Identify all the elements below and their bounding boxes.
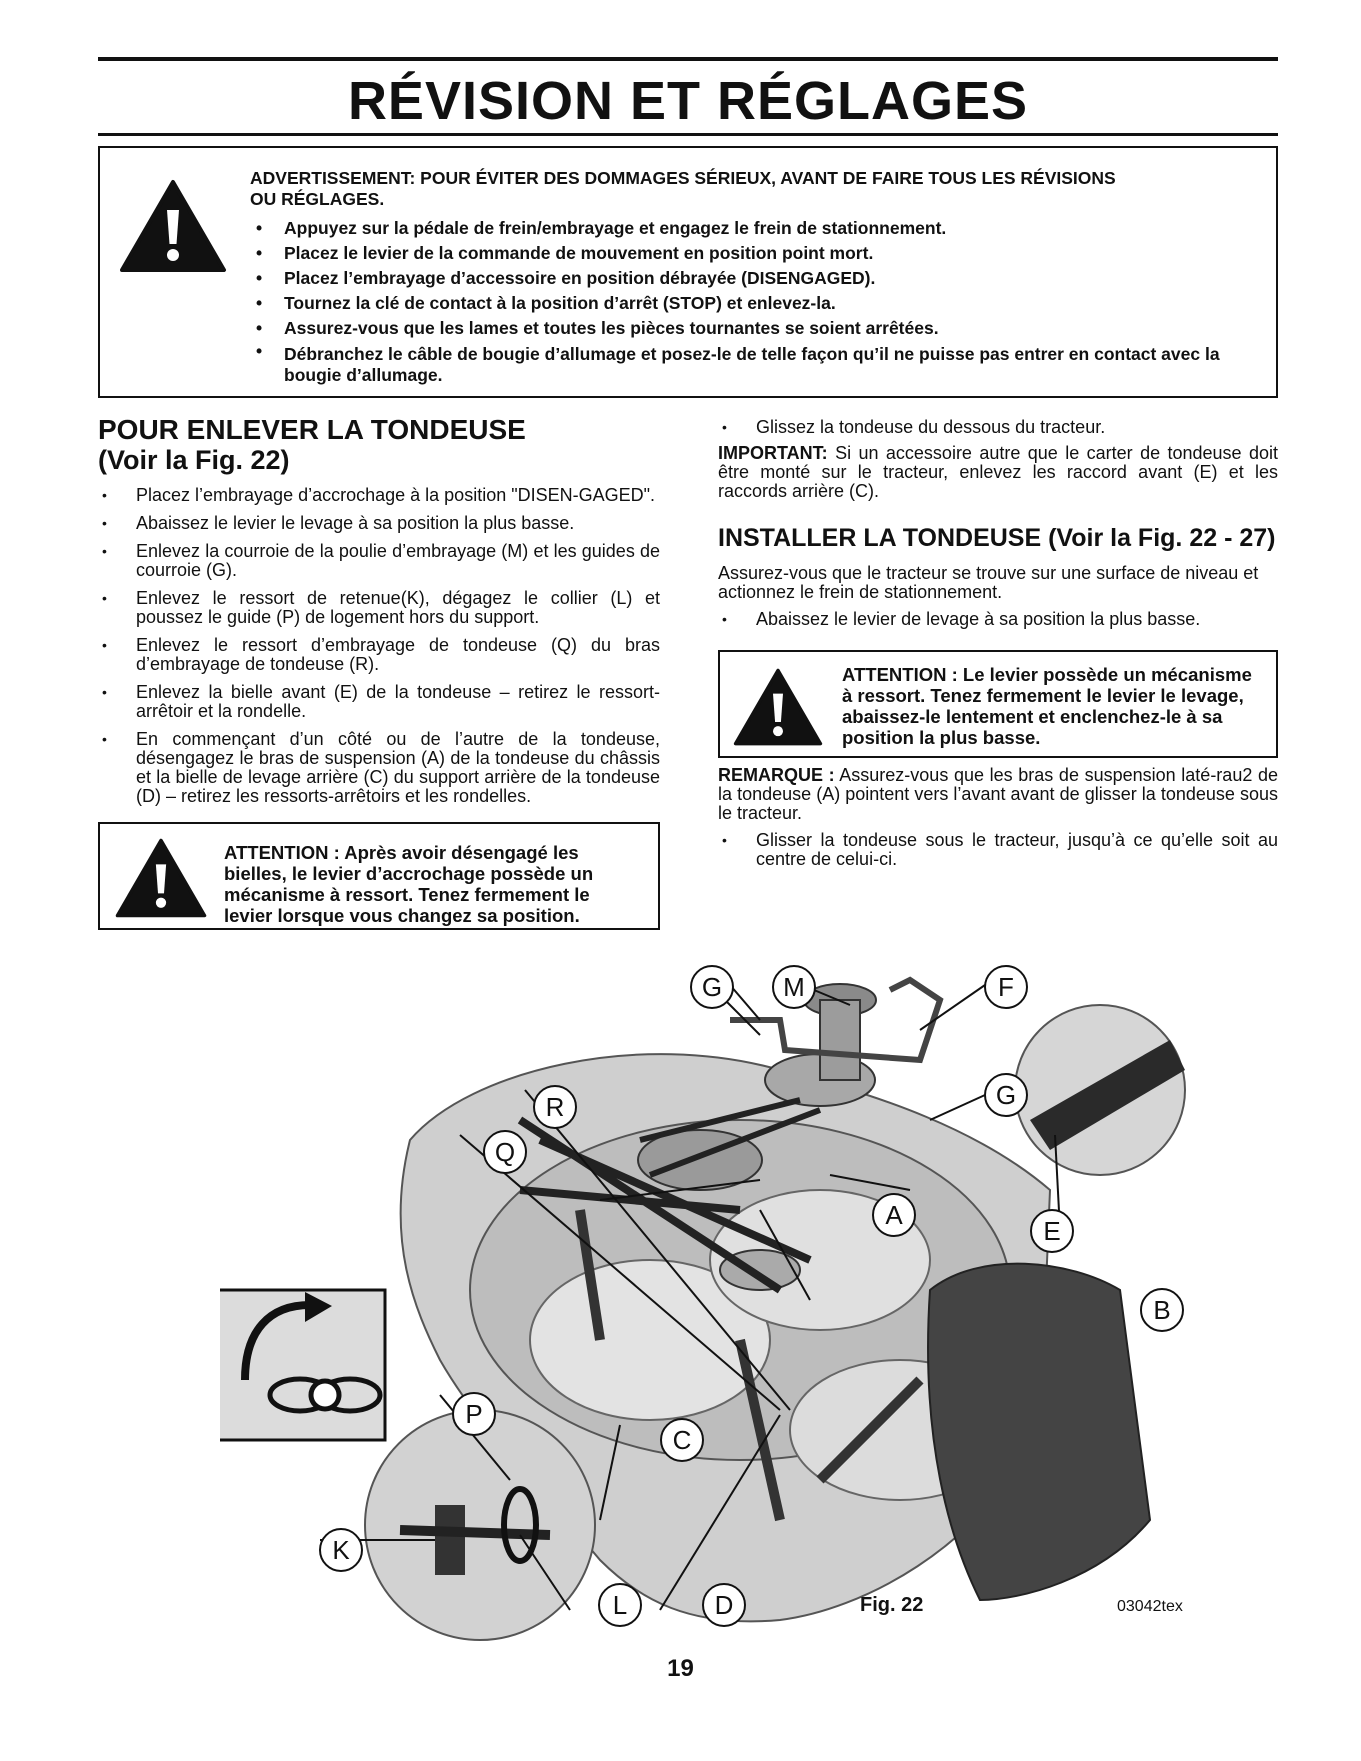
list-item: • Enlevez la courroie de la poulie d’embrayage (M) et les guides de courroie (G). (98, 542, 660, 580)
callout-d: D (702, 1583, 746, 1627)
list-item: • Enlevez le ressort de retenue(K), dégagez le collier (L) et poussez le guide (P) de logement hors du support. (98, 589, 660, 627)
page-title: RÉVISION ET RÉGLAGES (347, 71, 1029, 131)
warning-heading-line1: ADVERTISSEMENT: POUR ÉVITER DES DOMMAGES SÉRIEUX, AVANT DE FAIRE TOUS LES RÉVISIONS (250, 168, 1116, 188)
slide-step-list (718, 418, 1278, 437)
callout-e: E (1030, 1209, 1074, 1253)
left-column (98, 414, 660, 815)
list-item: • Enlevez la bielle avant (E) de la tondeuse – retirez le ressort-arrêtoir et la rondelle. (98, 683, 660, 721)
remarque-label: REMARQUE : (718, 765, 835, 785)
warning-heading (250, 168, 1270, 210)
warning-heading-line2: OU RÉGLAGES. (250, 189, 385, 209)
callout-p: P (452, 1392, 496, 1436)
callout-l: L (598, 1583, 642, 1627)
list-item: • Abaissez le levier le levage à sa position la plus basse. (98, 514, 660, 533)
right-column-lower (718, 766, 1278, 878)
list-item: • Enlevez le ressort d’embrayage de tondeuse (Q) du bras d’embrayage de tondeuse (R). (98, 636, 660, 674)
title-rule (98, 133, 1278, 136)
section-subheading-remove: (Voir la Fig. 22) (98, 445, 290, 475)
warning-item: • Tournez la clé de contact à la position d’arrêt (STOP) et enlevez-la. (250, 291, 1270, 316)
important-note (718, 444, 1278, 501)
figure-code: 03042tex (1117, 1598, 1183, 1615)
list-item: • Abaissez le levier de levage à sa position la plus basse. (718, 610, 1278, 629)
install-step-list (718, 610, 1278, 629)
warning-triangle-icon (118, 178, 228, 274)
list-item: • Glissez la tondeuse du dessous du tracteur. (718, 418, 1278, 437)
list-item: • Glisser la tondeuse sous le tracteur, jusqu’à ce qu’elle soit au centre de celui-ci. (718, 831, 1278, 869)
callout-b: B (1140, 1288, 1184, 1332)
callout-k: K (319, 1528, 363, 1572)
section-heading-install: INSTALLER LA TONDEUSE (Voir la Fig. 22 - 27) (718, 524, 1276, 552)
callout-q: Q (483, 1130, 527, 1174)
warning-list (250, 216, 1270, 386)
callout-g-top: G (690, 965, 734, 1009)
callout-m: M (772, 965, 816, 1009)
callout-g-right: G (984, 1073, 1028, 1117)
attention-box-left (98, 822, 660, 930)
top-rule (98, 57, 1278, 61)
callout-a: A (872, 1193, 916, 1237)
page-number: 19 (667, 1655, 694, 1682)
important-text: Si un accessoire autre que le carter de tondeuse doit être monté sur le tracteur, enlevez les raccord avant (E) et les raccords arrière (C). (718, 443, 1278, 501)
mower-deck-illustration (220, 960, 1280, 1660)
attention-text-left: ATTENTION : Après avoir désengagé les bielles, le levier d’accrochage possède un mécanisme à ressort. Tenez fermement le levier lorsque vous changez sa position. (224, 842, 594, 926)
warning-box (98, 146, 1278, 398)
list-item: • Placez l’embrayage d’accrochage à la position "DISEN-GAGED". (98, 486, 660, 505)
remarque-note (718, 766, 1278, 823)
warning-triangle-icon (114, 837, 208, 919)
warning-item: • Appuyez sur la pédale de frein/embrayage et engagez le frein de stationnement. (250, 216, 1270, 241)
callout-c: C (660, 1418, 704, 1462)
install-step-list-2 (718, 831, 1278, 869)
figure-22 (220, 960, 1280, 1660)
callout-f: F (984, 965, 1028, 1009)
remarque-text: Assurez-vous que les bras de suspension laté-rau2 de la tondeuse (A) pointent vers l’avant avant de glisser la tondeuse sous le tracteur. (718, 765, 1278, 823)
attention-text-right: ATTENTION : Le levier possède un mécanisme à ressort. Tenez fermement le levier le levage, abaissez-le lentement et enclenchez-le à sa position la plus basse. (842, 664, 1252, 748)
right-column (718, 418, 1278, 638)
warning-item: • Placez le levier de la commande de mouvement en position point mort. (250, 241, 1270, 266)
list-item: • En commençant d’un côté ou de l’autre de la tondeuse, désengagez le bras de suspension (A) de la tondeuse du châssis et la bielle de levage arrière (C) du support arrière de la tondeuse (D) – retirez les ressorts-arrêtoirs et les rondelles. (98, 730, 660, 806)
callout-r: R (533, 1085, 577, 1129)
figure-caption: Fig. 22 (860, 1594, 924, 1616)
remove-steps-list (98, 486, 660, 806)
install-intro: Assurez-vous que le tracteur se trouve sur une surface de niveau et actionnez le frein de stationnement. (718, 563, 1259, 602)
warning-item: • Débranchez le câble de bougie d’allumage et posez-le de telle façon qu’il ne puisse pas entrer en contact avec la bougie d’allumage. (250, 341, 1270, 386)
attention-box-right (718, 650, 1278, 758)
warning-item: • Placez l’embrayage d’accessoire en position débrayée (DISENGAGED). (250, 266, 1270, 291)
warning-item: • Assurez-vous que les lames et toutes les pièces tournantes se soient arrêtées. (250, 316, 1270, 341)
warning-triangle-icon (732, 667, 824, 747)
important-label: IMPORTANT: (718, 443, 828, 463)
section-heading-remove: POUR ENLEVER LA TONDEUSE (98, 414, 526, 445)
